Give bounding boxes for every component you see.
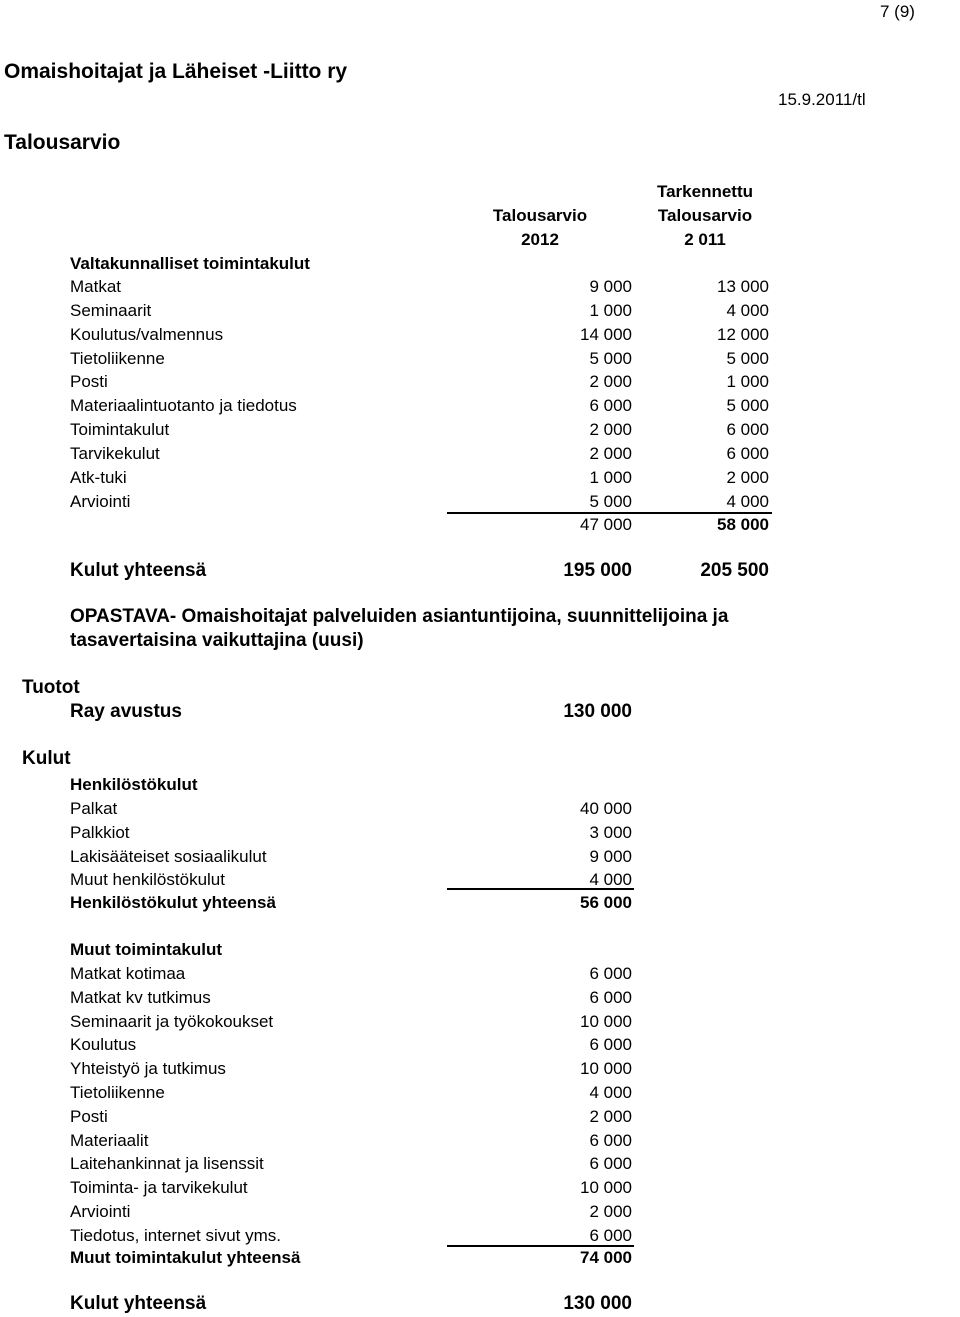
other-costs-row-label: Materiaalit [70,1131,149,1150]
project-title-line2: tasavertaisina vaikuttajina (uusi) [70,630,364,651]
col2-header-year: 2 011 [684,230,726,249]
personnel-row-value: 4 000 [589,870,632,889]
budget-row-2011: 6 000 [726,420,769,439]
other-costs-row-label: Posti [70,1107,108,1126]
other-costs-rule [447,1245,634,1247]
budget-row-2012: 14 000 [580,325,632,344]
page-title: Talousarvio [4,131,121,154]
budget-row-2012: 6 000 [589,396,632,415]
budget-row-2011: 6 000 [726,444,769,463]
col1-header-line1: Talousarvio [492,206,588,225]
budget-row-2011: 13 000 [717,277,769,296]
budget-row-label: Seminaarit [70,301,152,320]
budget-row-2011: 2 000 [726,468,769,487]
budget-row-2011: 12 000 [717,325,769,344]
budget-row-2012: 2 000 [589,372,632,391]
budget-row-2011: 4 000 [726,492,769,511]
col1-header-year: 2012 [521,230,559,249]
section-title: Valtakunnalliset toimintakulut [70,254,310,273]
page-number: 7 (9) [880,2,915,21]
other-costs-row-label: Yhteistyö ja tutkimus [70,1059,226,1078]
costs-heading: Kulut [22,748,71,769]
other-costs-row-value: 6 000 [589,964,632,983]
budget-row-label: Atk-tuki [70,468,127,487]
other-costs-row-value: 4 000 [589,1083,632,1102]
personnel-row-label: Palkkiot [70,823,130,842]
income-value: 130 000 [563,701,632,722]
other-costs-title: Muut toimintakulut [70,940,223,959]
personnel-row-label: Palkat [70,799,118,818]
other-costs-row-value: 6 000 [589,1226,632,1245]
grand-total-label: Kulut yhteensä [70,1293,207,1314]
subtotal-2012: 47 000 [580,515,632,534]
budget-row-label: Posti [70,372,108,391]
budget-row-2011: 5 000 [726,396,769,415]
document-date: 15.9.2011/tl [778,90,866,109]
total-2011: 205 500 [700,560,769,581]
budget-row-label: Tarvikekulut [70,444,160,463]
other-costs-row-value: 6 000 [589,1131,632,1150]
other-costs-total-label: Muut toimintakulut yhteensä [70,1248,301,1267]
other-costs-row-value: 2 000 [589,1107,632,1126]
budget-row-2011: 4 000 [726,301,769,320]
personnel-title: Henkilöstökulut [70,775,198,794]
other-costs-row-value: 2 000 [589,1202,632,1221]
other-costs-row-label: Tiedotus, internet sivut yms. [70,1226,282,1245]
col2-header-line2: Talousarvio [657,206,753,225]
other-costs-row-value: 10 000 [580,1012,632,1031]
personnel-row-label: Muut henkilöstökulut [70,870,225,889]
budget-row-label: Matkat [70,277,122,296]
other-costs-row-label: Tietoliikenne [70,1083,165,1102]
total-label: Kulut yhteensä [70,560,207,581]
personnel-total-label: Henkilöstökulut yhteensä [70,893,276,912]
budget-row-2011: 5 000 [726,349,769,368]
other-costs-row-label: Arviointi [70,1202,131,1221]
other-costs-row-value: 6 000 [589,988,632,1007]
budget-row-label: Arviointi [70,492,131,511]
other-costs-row-label: Matkat kv tutkimus [70,988,211,1007]
budget-row-2012: 5 000 [589,349,632,368]
other-costs-row-label: Koulutus [70,1035,137,1054]
budget-row-2012: 5 000 [589,492,632,511]
income-heading: Tuotot [22,677,80,698]
budget-row-2012: 1 000 [589,301,632,320]
budget-row-2011: 1 000 [726,372,769,391]
other-costs-row-label: Laitehankinnat ja lisenssit [70,1154,264,1173]
organization-name: Omaishoitajat ja Läheiset -Liitto ry [4,60,348,83]
other-costs-row-label: Toiminta- ja tarvikekulut [70,1178,248,1197]
personnel-total-value: 56 000 [580,893,632,912]
other-costs-row-value: 10 000 [580,1059,632,1078]
project-title-line1: OPASTAVA- Omaishoitajat palveluiden asiantuntijoina, suunnittelijoina ja [70,606,729,627]
personnel-row-value: 9 000 [589,847,632,866]
budget-row-2012: 2 000 [589,420,632,439]
other-costs-row-value: 6 000 [589,1035,632,1054]
personnel-rule [447,888,634,890]
other-costs-row-value: 10 000 [580,1178,632,1197]
budget-row-label: Toimintakulut [70,420,170,439]
personnel-row-value: 3 000 [589,823,632,842]
budget-row-2012: 2 000 [589,444,632,463]
income-label: Ray avustus [70,701,182,722]
col2-header-line1: Tarkennettu [656,182,754,201]
budget-row-label: Tietoliikenne [70,349,165,368]
personnel-row-label: Lakisääteiset sosiaalikulut [70,847,267,866]
budget-row-label: Koulutus/valmennus [70,325,224,344]
subtotal-2011: 58 000 [717,515,769,534]
budget-row-2012: 1 000 [589,468,632,487]
other-costs-row-label: Seminaarit ja työkokoukset [70,1012,274,1031]
other-costs-row-label: Matkat kotimaa [70,964,186,983]
personnel-row-value: 40 000 [580,799,632,818]
total-2012: 195 000 [563,560,632,581]
other-costs-total-value: 74 000 [580,1248,632,1267]
budget-row-2012: 9 000 [589,277,632,296]
budget-row-label: Materiaalintuotanto ja tiedotus [70,396,297,415]
subtotal-rule [447,512,772,514]
other-costs-row-value: 6 000 [589,1154,632,1173]
grand-total-value: 130 000 [563,1293,632,1314]
